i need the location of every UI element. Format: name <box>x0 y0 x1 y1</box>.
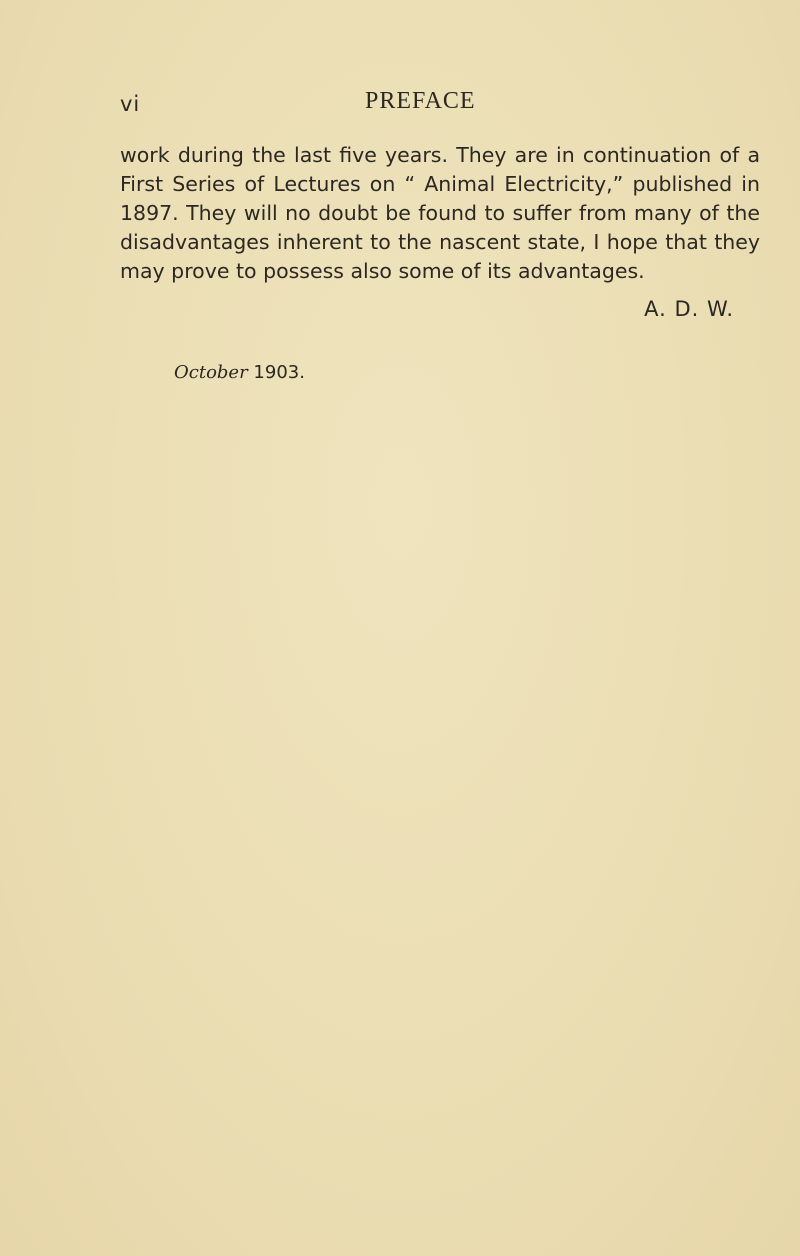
paragraph-line: 1897. They will no doubt be found to suffer from many of the <box>120 201 760 225</box>
paragraph-line: may prove to possess also some of its advantages. <box>120 259 645 283</box>
paragraph-line: disadvantages inherent to the nascent state, I hope that they <box>120 230 760 254</box>
running-title: PREFACE <box>365 88 476 114</box>
paragraph-line: work during the last five years. They are in continuation of a <box>120 143 760 167</box>
author-signature: A. D. W. <box>644 297 734 321</box>
date-line <box>174 362 305 383</box>
date-month: October <box>174 362 248 383</box>
date-year: 1903. <box>253 362 305 383</box>
page-number: vi <box>120 92 141 116</box>
preface-paragraph <box>120 141 760 286</box>
page-header <box>120 88 755 122</box>
paragraph-line: First Series of Lectures on “ Animal Electricity,” published in <box>120 172 760 196</box>
